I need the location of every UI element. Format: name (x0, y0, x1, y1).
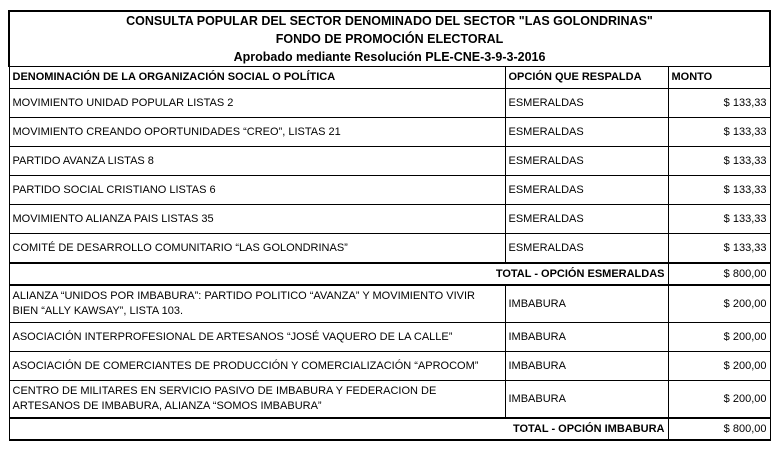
option-cell: ESMERALDAS (505, 234, 668, 264)
table-row (9, 176, 770, 205)
table-row (9, 285, 770, 323)
organization-name: PARTIDO AVANZA LISTAS 8 (9, 147, 505, 176)
amount-cell: $ 200,00 (668, 381, 770, 419)
option-cell: ESMERALDAS (505, 89, 668, 118)
total-amount: $ 800,00 (668, 263, 770, 285)
resolution-line: Aprobado mediante Resolución PLE-CNE-3-9-3-2016 (9, 48, 770, 67)
organization-name: ALIANZA “UNIDOS POR IMBABURA”: PARTIDO POLITICO “AVANZA” Y MOVIMIENTO VIVIR BIEN “ALLY KAWSAY”, LISTA 103. (9, 285, 505, 323)
total-label: TOTAL - OPCIÓN IMBABURA (9, 418, 668, 440)
organization-name: ASOCIACIÓN INTERPROFESIONAL DE ARTESANOS “JOSÉ VAQUERO DE LA CALLE” (9, 323, 505, 352)
amount-cell: $ 200,00 (668, 323, 770, 352)
option-cell: IMBABURA (505, 381, 668, 419)
column-header-organization: DENOMINACIÓN DE LA ORGANIZACIÓN SOCIAL O POLÍTICA (9, 67, 505, 89)
total-amount: $ 800,00 (668, 418, 770, 440)
table-row (9, 352, 770, 381)
amount-cell: $ 133,33 (668, 118, 770, 147)
organization-name: MOVIMIENTO CREANDO OPORTUNIDADES “CREO”, LISTAS 21 (9, 118, 505, 147)
option-cell: ESMERALDAS (505, 118, 668, 147)
option-cell: IMBABURA (505, 352, 668, 381)
organization-name: COMITÉ DE DESARROLLO COMUNITARIO “LAS GOLONDRINAS” (9, 234, 505, 264)
amount-cell: $ 133,33 (668, 234, 770, 264)
amount-cell: $ 200,00 (668, 352, 770, 381)
option-cell: IMBABURA (505, 323, 668, 352)
total-label: TOTAL - OPCIÓN ESMERALDAS (9, 263, 668, 285)
option-cell: ESMERALDAS (505, 147, 668, 176)
option-cell: ESMERALDAS (505, 205, 668, 234)
document-subtitle: FONDO DE PROMOCIÓN ELECTORAL (9, 30, 770, 48)
column-header-option: OPCIÓN QUE RESPALDA (505, 67, 668, 89)
table-row (9, 234, 770, 264)
organization-name: PARTIDO SOCIAL CRISTIANO LISTAS 6 (9, 176, 505, 205)
resolution-row (9, 48, 770, 67)
table-row (9, 118, 770, 147)
column-header-row (9, 67, 770, 89)
total-row-esmeraldas (9, 263, 770, 285)
table-row (9, 381, 770, 419)
column-header-amount: MONTO (668, 67, 770, 89)
amount-cell: $ 133,33 (668, 147, 770, 176)
organization-name: CENTRO DE MILITARES EN SERVICIO PASIVO DE IMBABURA Y FEDERACION DE ARTESANOS DE IMBABURA, ALIANZA “SOMOS IMBABURA” (9, 381, 505, 419)
title-row (9, 11, 770, 30)
funding-table (8, 10, 771, 441)
option-cell: IMBABURA (505, 285, 668, 323)
organization-name: MOVIMIENTO UNIDAD POPULAR LISTAS 2 (9, 89, 505, 118)
amount-cell: $ 133,33 (668, 89, 770, 118)
amount-cell: $ 133,33 (668, 205, 770, 234)
total-row-imbabura (9, 418, 770, 440)
table-row (9, 323, 770, 352)
amount-cell: $ 200,00 (668, 285, 770, 323)
table-row (9, 147, 770, 176)
subtitle-row (9, 30, 770, 48)
option-cell: ESMERALDAS (505, 176, 668, 205)
organization-name: ASOCIACIÓN DE COMERCIANTES DE PRODUCCIÓN Y COMERCIALIZACIÓN “APROCOM” (9, 352, 505, 381)
amount-cell: $ 133,33 (668, 176, 770, 205)
document-title: CONSULTA POPULAR DEL SECTOR DENOMINADO DEL SECTOR "LAS GOLONDRINAS" (9, 11, 770, 30)
table-row (9, 205, 770, 234)
organization-name: MOVIMIENTO ALIANZA PAIS LISTAS 35 (9, 205, 505, 234)
table-row (9, 89, 770, 118)
